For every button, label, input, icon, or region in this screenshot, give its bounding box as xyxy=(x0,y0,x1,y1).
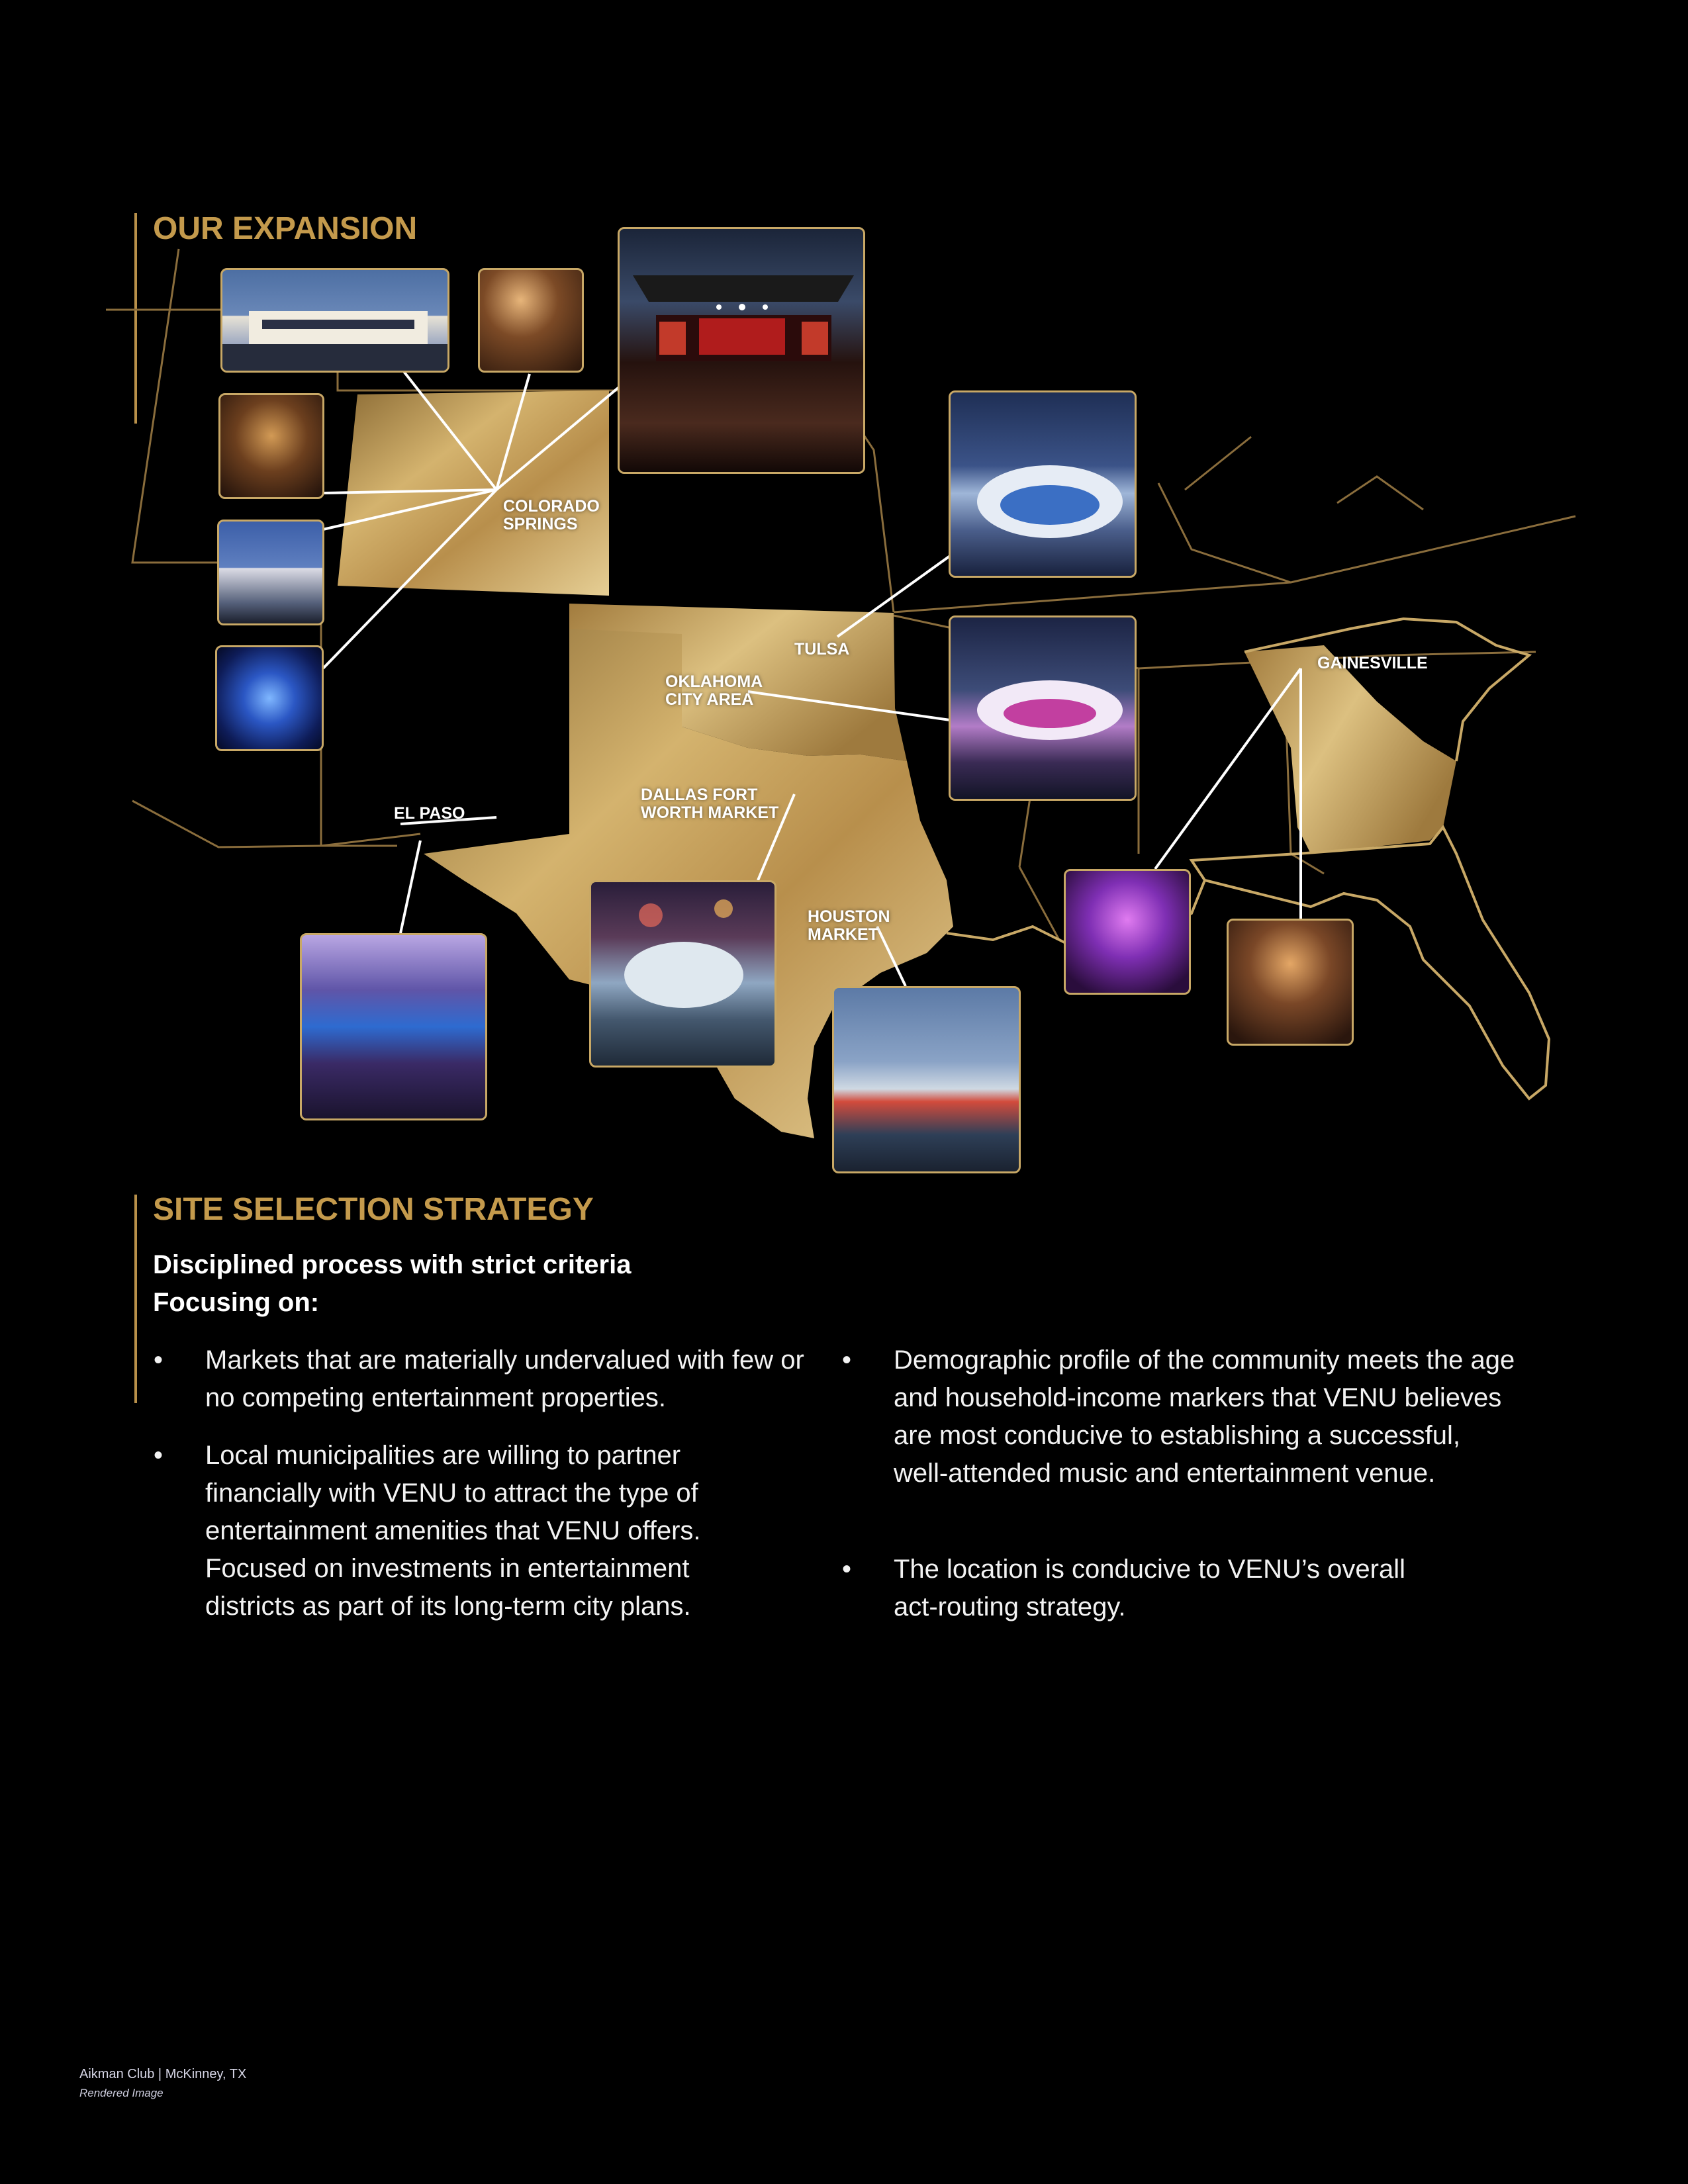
city-label-el-paso: EL PASO xyxy=(394,804,465,823)
city-label-colorado-springs: COLORADO SPRINGS xyxy=(503,497,600,533)
venue-photo-el-paso-theater xyxy=(300,933,487,1120)
city-label-oklahoma-city: OKLAHOMA CITY AREA xyxy=(665,672,763,709)
bullet-text: Local municipalities are willing to partner financially with VENU to attract the type of entertainment amenities that VENU offers. Focused on investments in entertainment districts as part of its long-term city plans. xyxy=(205,1441,701,1621)
venue-photo-houston-stadium xyxy=(832,986,1021,1173)
city-label-gainesville: GAINESVILLE xyxy=(1317,654,1428,672)
strategy-title: SITE SELECTION STRATEGY xyxy=(153,1192,594,1227)
expansion-title: OUR EXPANSION xyxy=(153,211,418,246)
venue-photo-dallas-aerial xyxy=(589,880,776,1068)
bullet-dot: • xyxy=(842,1345,852,1375)
city-label-dallas: DALLAS FORT WORTH MARKET xyxy=(641,786,779,822)
city-label-tulsa: TULSA xyxy=(794,640,850,659)
signage-aikman: AIKMAN xyxy=(599,1883,666,1897)
venue-photo-bar xyxy=(218,393,324,499)
bullet-dot: • xyxy=(154,1345,164,1375)
accent-bar-strategy xyxy=(134,1195,137,1403)
city-label-houston: HOUSTON MARKET xyxy=(808,907,890,944)
bullet-right-2 xyxy=(842,1551,1423,1626)
venue-photo-amphitheater xyxy=(618,227,865,474)
venue-photo-okc-stadium xyxy=(949,615,1137,801)
venue-photo-building xyxy=(217,520,324,625)
venue-photo-gainesville-patio xyxy=(1227,919,1354,1046)
bullet-text: The location is conducive to VENU’s overall act-routing strategy. xyxy=(894,1555,1405,1621)
venue-photo-exterior xyxy=(220,268,449,373)
bullet-dot: • xyxy=(154,1441,164,1470)
venue-photo-concert-hall xyxy=(215,645,324,751)
hero-caption-note: Rendered Image xyxy=(79,2087,164,2099)
bullet-left-1 xyxy=(154,1342,827,1417)
hero-image-aikman-club xyxy=(0,1549,1688,2184)
strategy-subhead-line1: Disciplined process with strict criteria xyxy=(153,1250,632,1279)
venue-photo-tulsa-stadium xyxy=(949,390,1137,578)
hero-caption: Aikman Club | McKinney, TX xyxy=(79,2067,247,2081)
venue-photo-gainesville-concert xyxy=(1064,869,1191,995)
bullet-text: Demographic profile of the community meets the age and household-income markers that VENU believes are most conducive to establishing a successful, well-attended music and entertainment venue. xyxy=(894,1345,1515,1488)
bullet-left-2 xyxy=(154,1437,748,1625)
state-georgia xyxy=(1244,645,1456,854)
bullet-dot: • xyxy=(842,1555,852,1584)
bullet-text: Markets that are materially undervalued with few or no competing entertainment properties. xyxy=(205,1345,804,1412)
strategy-subhead xyxy=(153,1246,631,1322)
venue-photo-lounge xyxy=(478,268,584,373)
bullet-right-1 xyxy=(842,1342,1516,1492)
strategy-subhead-line2: Focusing on: xyxy=(153,1288,320,1317)
